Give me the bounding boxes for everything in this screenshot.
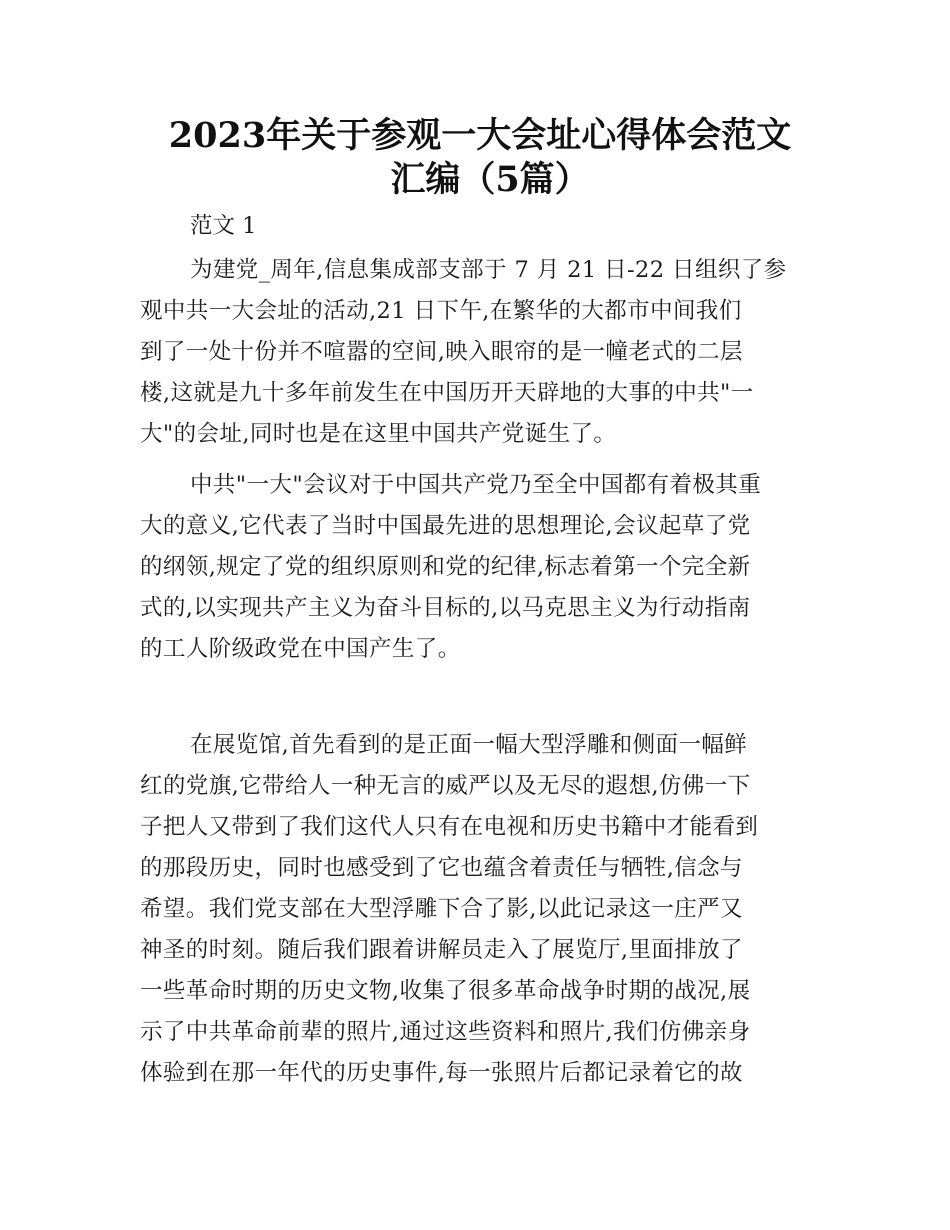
paragraph-line: 一些革命时期的历史文物,收集了很多革命战争时期的战况,展 <box>140 978 751 1004</box>
paragraph-1 <box>140 250 820 455</box>
paragraph-line: 希望。我们党支部在大型浮雕下合了影,以此记录这一庄严又 <box>140 896 743 922</box>
paragraph-line: 在展览馆,首先看到的是正面一幅大型浮雕和侧面一幅鲜 <box>190 732 748 758</box>
paragraph-2 <box>140 465 820 670</box>
paragraph-line: 神圣的时刻。随后我们跟着讲解员走入了展览厅,里面排放了 <box>140 937 743 963</box>
paragraph-line: 楼,这就是九十多年前发生在中国历开天辟地的大事的中共"一 <box>140 380 754 406</box>
paragraph-3 <box>140 725 820 1094</box>
paragraph-line: 到了一处十份并不喧嚣的空间,映入眼帘的是一幢老式的二层 <box>140 339 743 365</box>
paragraph-line: 的纲领,规定了党的组织原则和党的纪律,标志着第一个完全新 <box>140 554 751 580</box>
paragraph-line: 大"的会址,同时也是在这里中国共产党诞生了。 <box>140 421 617 447</box>
paragraph-line: 大的意义,它代表了当时中国最先进的思想理论,会议起草了党 <box>140 513 751 539</box>
document-title-line-2: 汇编（5篇） <box>390 159 590 200</box>
paragraph-line: 示了中共革命前辈的照片,通过这些资料和照片,我们仿佛亲身 <box>140 1019 751 1045</box>
paragraph-line: 式的,以实现共产主义为奋斗目标的,以马克思主义为行动指南 <box>140 595 751 621</box>
paragraph-line: 红的党旗,它带给人一种无言的威严以及无尽的遐想,仿佛一下 <box>140 773 751 799</box>
paragraph-line: 体验到在那一年代的历史事件,每一张照片后都记录着它的故 <box>140 1060 743 1086</box>
paragraph-line: 为建党_周年,信息集成部支部于 7 月 21 日-22 日组织了参 <box>190 257 787 283</box>
paragraph-line: 的那段历史，同时也感受到了它也蕴含着责任与牺牲,信念与 <box>140 855 743 881</box>
paragraph-line: 观中共一大会址的活动,21 日下午,在繁华的大都市中间我们 <box>140 298 742 324</box>
paragraph-line: 子把人又带到了我们这代人只有在电视和历史书籍中才能看到 <box>140 814 759 840</box>
section-label: 范文 1 <box>190 213 257 239</box>
paragraph-line: 的工人阶级政党在中国产生了。 <box>140 636 461 662</box>
document-title-line-1: 2023年关于参观一大会址心得体会范文 <box>168 115 792 156</box>
paragraph-line: 中共"一大"会议对于中国共产党乃至全中国都有着极其重 <box>190 472 762 498</box>
